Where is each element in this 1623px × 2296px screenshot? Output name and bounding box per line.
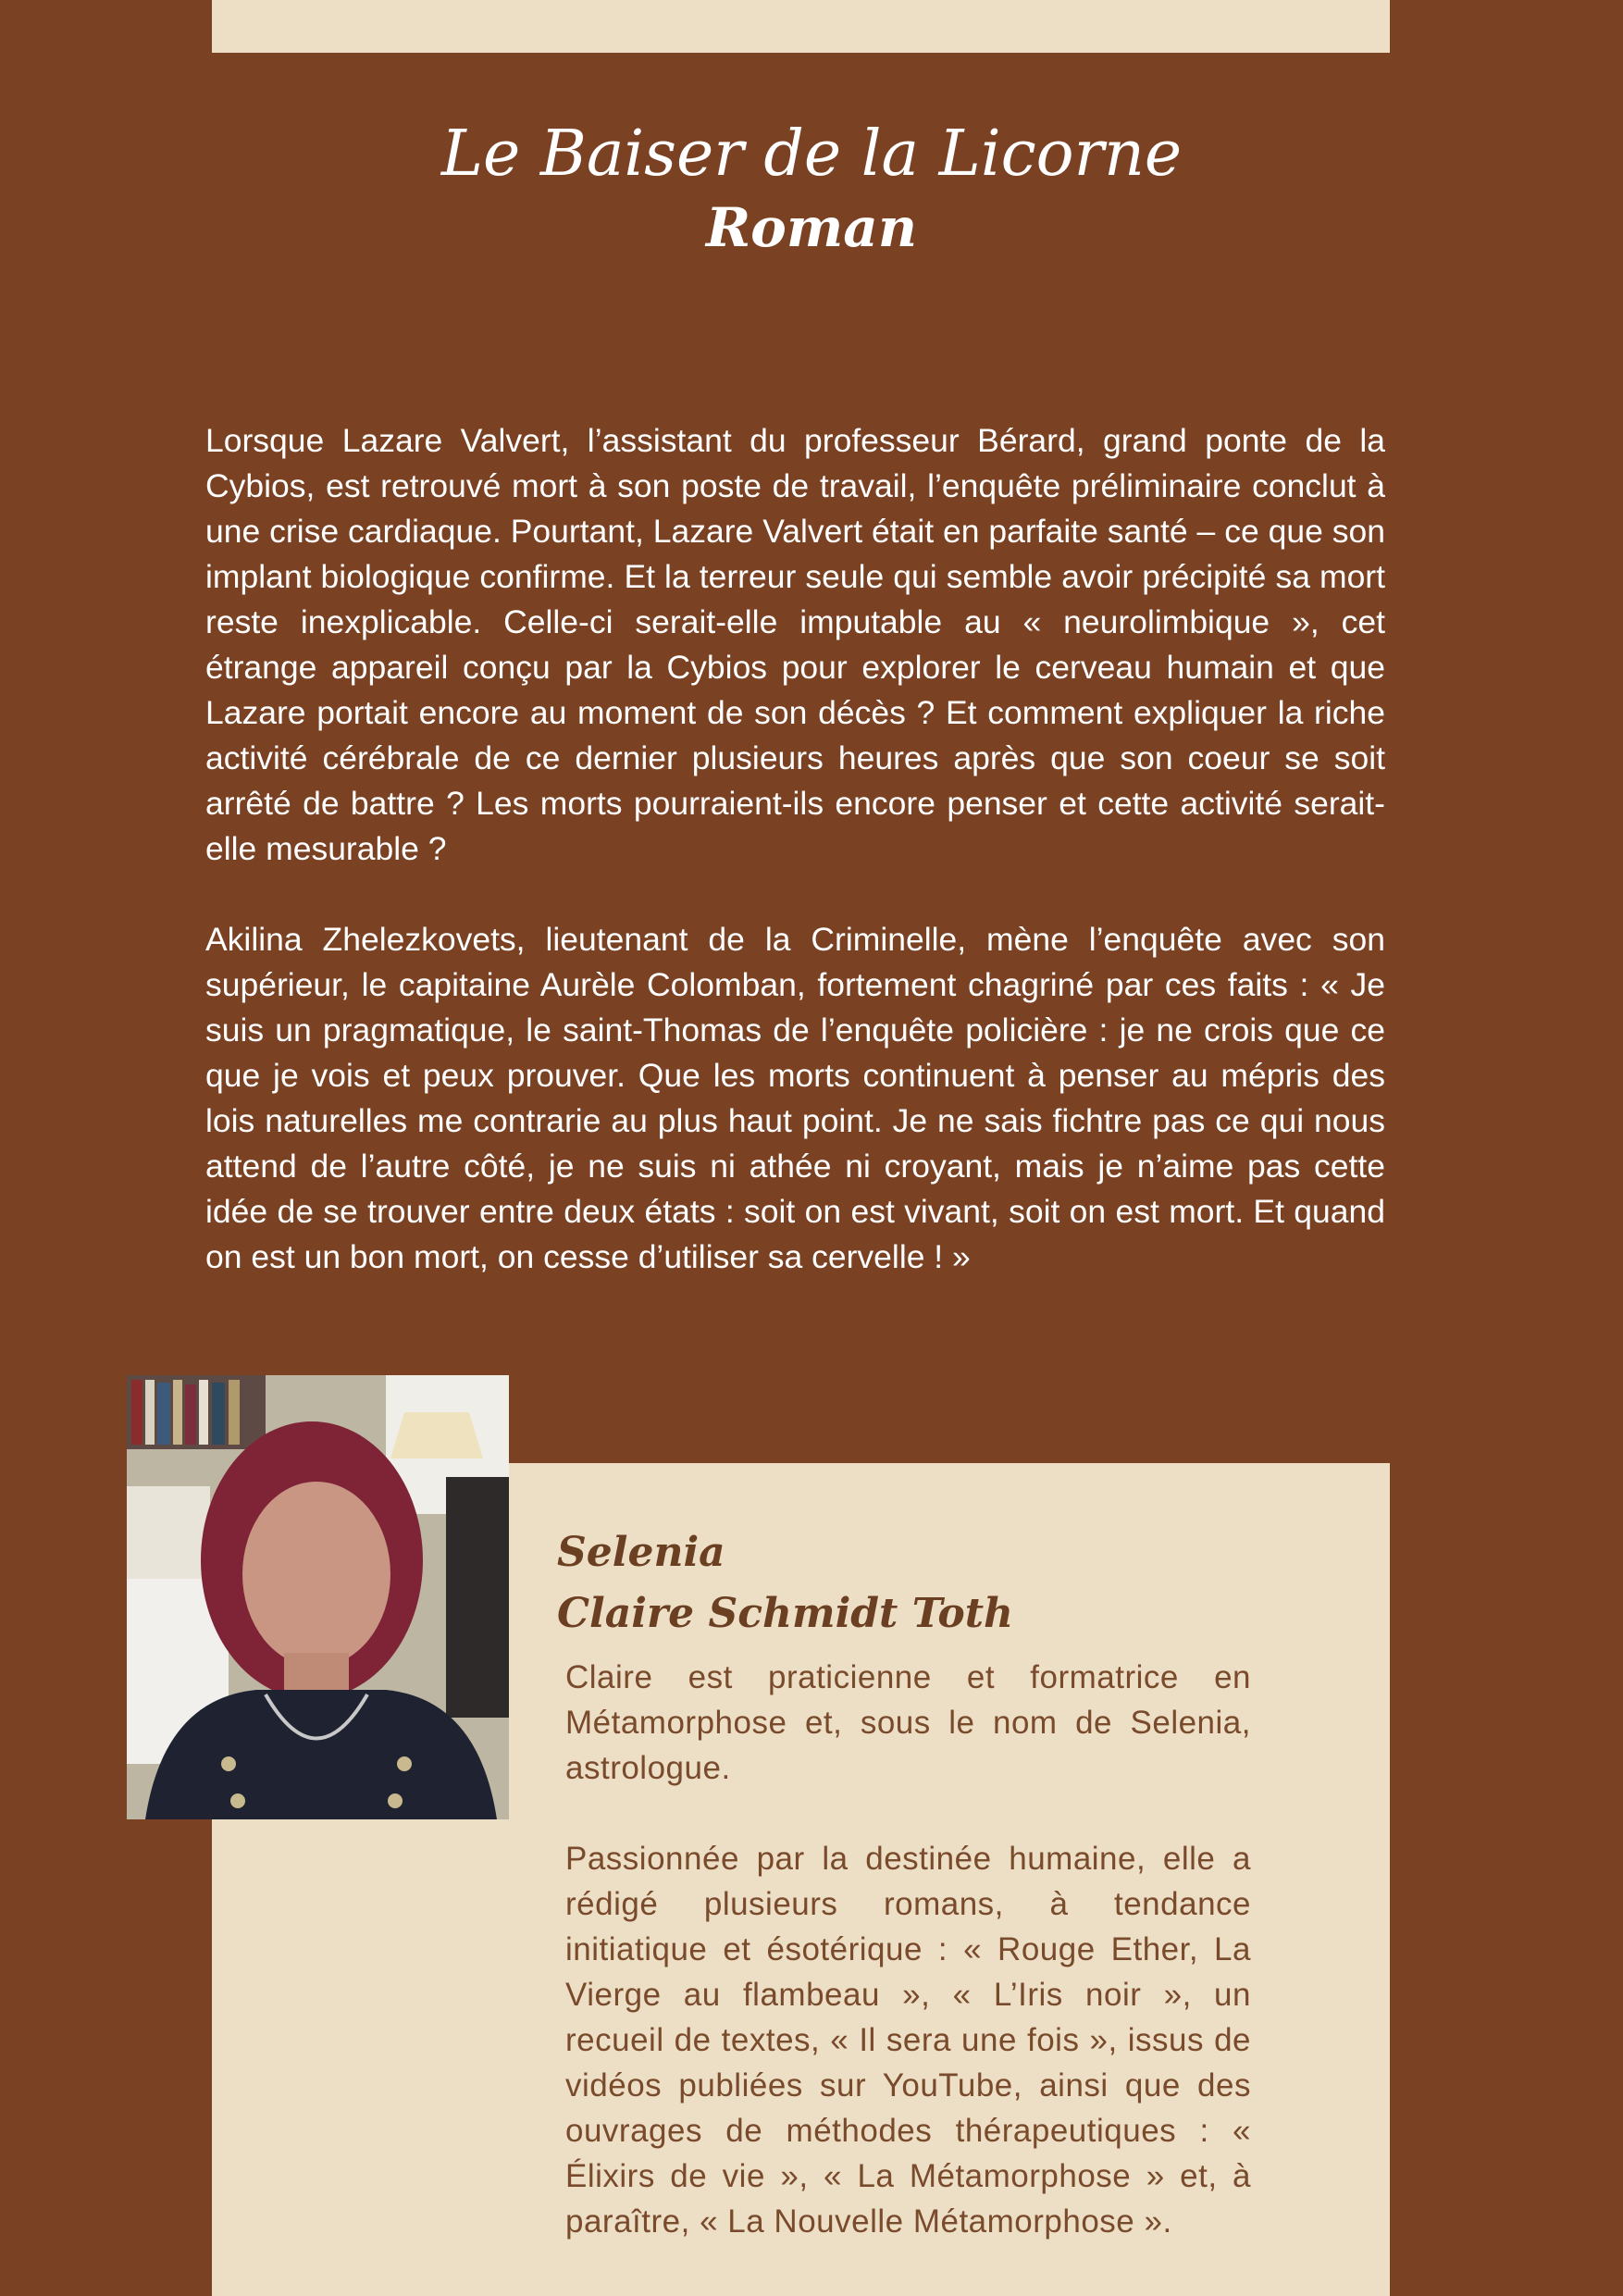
author-bio <box>565 1655 1251 2290</box>
synopsis-paragraph: Akilina Zhelezkovets, lieutenant de la Criminelle, mène l’enquête avec son supérieur, le capitaine Aurèle Colomban, fortement chagriné par ces faits : « Je suis un pragmatique, le saint-Thomas de l’enquête policière : je ne crois que ce que je vois et peux prouver. Que les morts continuent à penser au mépris des lois naturelles me contrarie au plus haut point. Je ne sais fichtre pas ce qui nous attend de l’autre côté, je ne suis ni athée ni croyant, mais je n’aime pas cette idée de se trouver entre deux états : soit on est vivant, soit on est mort. Et quand on est un bon mort, on cesse d’utiliser sa cervelle ! » <box>205 921 1385 1275</box>
top-cream-band <box>212 0 1390 53</box>
author-full-name: Claire Schmidt Toth <box>557 1590 1014 1637</box>
book-subtitle: Roman <box>705 195 917 259</box>
synopsis-paragraph: Lorsque Lazare Valvert, l’assistant du professeur Bérard, grand ponte de la Cybios, est retrouvé mort à son poste de travail, l’enquête préliminaire conclut à une crise cardiaque. Pourtant, Lazare Valvert était en parfaite santé – ce que son implant biologique confirme. Et la terreur seule qui semble avoir précipité sa mort reste inexplicable. Celle-ci serait-elle imputable au « neurolimbique », cet étrange appareil conçu par la Cybios pour explorer le cerveau humain et que Lazare portait encore au moment de son décès ? Et comment expliquer la riche activité cérébrale de ce dernier plusieurs heures après que son coeur se soit arrêté de battre ? Les morts pourraient-ils encore penser et cette activité serait-elle mesurable ? <box>205 422 1385 867</box>
author-photo-image <box>127 1375 509 1819</box>
synopsis <box>205 418 1385 1325</box>
author-bio-paragraph: Claire est praticienne et formatrice en Métamorphose et, sous le nom de Selenia, astrologue. <box>565 1659 1251 1786</box>
title-block <box>0 120 1623 258</box>
author-pen-name: Selenia <box>557 1529 725 1576</box>
author-bio-paragraph: Passionnée par la destinée humaine, elle a rédigé plusieurs romans, à tendance initiatique et ésotérique : « Rouge Ether, La Vierge au flambeau », « L’Iris noir », un recueil de textes, « Il sera une fois », issus de vidéos publiées sur YouTube, ainsi que des ouvrages de méthodes thérapeutiques : « Élixirs de vie », « La Métamorphose » et, à paraître, « La Nouvelle Métamorphose ». <box>565 1841 1251 2240</box>
author-name-block <box>557 1522 1013 1644</box>
author-photo <box>127 1375 509 1819</box>
book-title: Le Baiser de la Licorne <box>440 118 1183 191</box>
